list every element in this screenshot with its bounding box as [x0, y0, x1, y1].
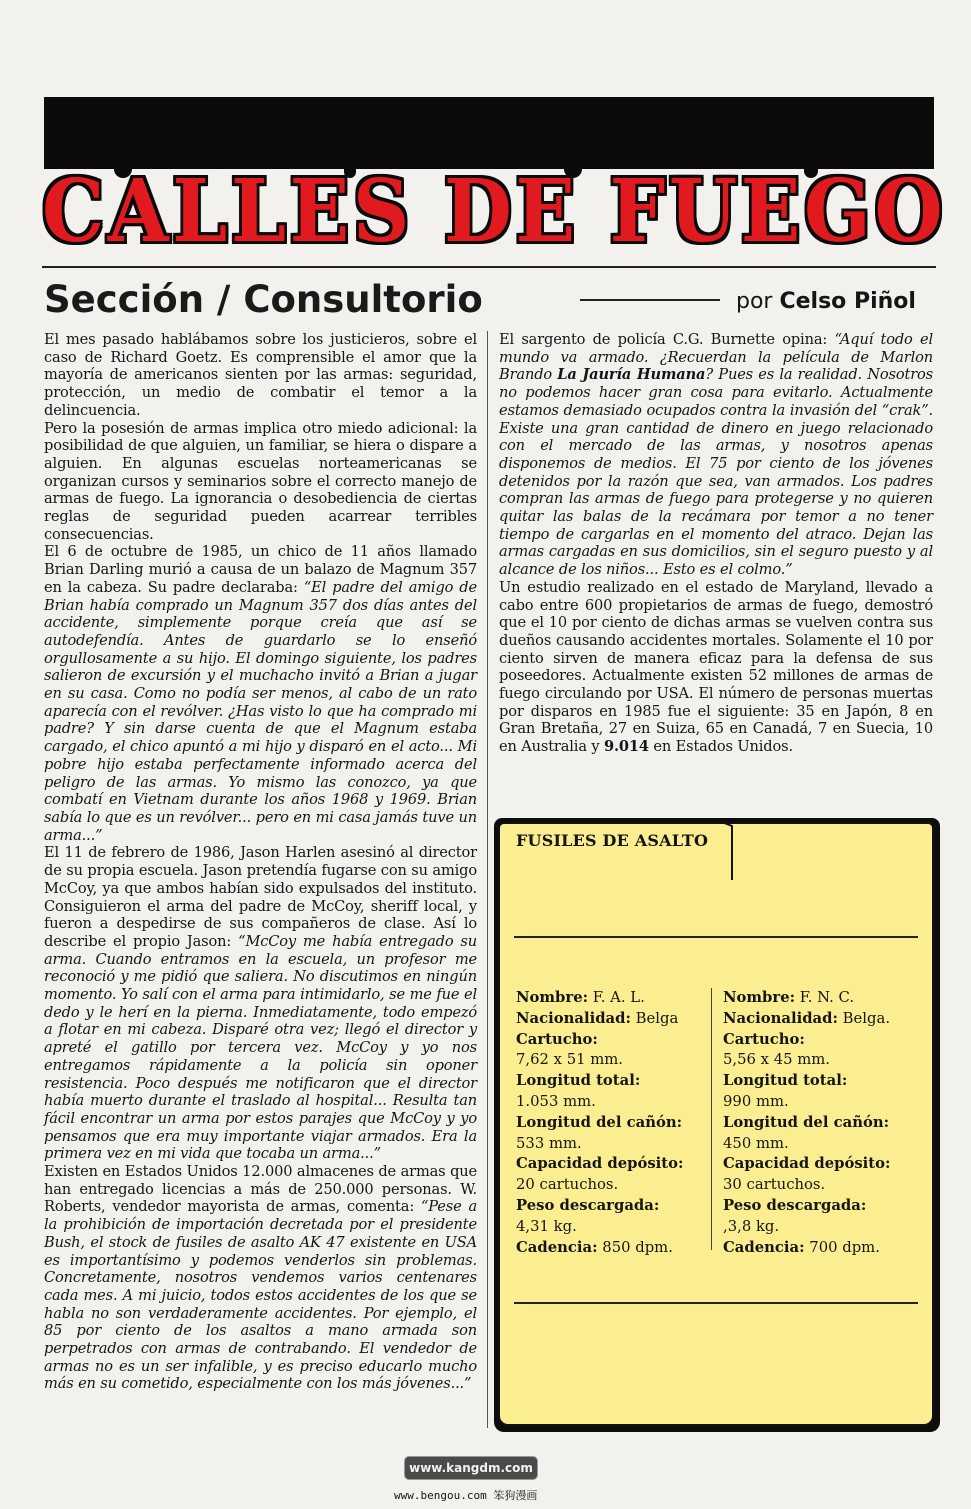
spec-label: Nacionalidad: — [516, 1009, 631, 1027]
spec-label: Capacidad depósito: — [516, 1155, 684, 1173]
paragraph-text: Un estudio realizado en el estado de Maryland, llevado a cabo entre 600 propietarios de armas de fuego, demostró que el 10 por ciento de dichas armas se vuelven contra sus dueños causando accidentes mortales. Solamente el 10 por ciento sirven de manera eficaz para la defensa de sus poseedores. Actualmente existen 52 millones de armas de fuego circulando por USA. El número de personas muertas por disparos en 1985 fue el siguiente: 35 en Japón, 8 en Gran Bretaña, 27 en Suiza, 65 en Canadá, 7 en Suecia, 10 en Australia y — [499, 578, 933, 756]
card-title: FUSILES DE ASALTO — [516, 831, 709, 850]
paragraph-text: en Estados Unidos. — [648, 738, 793, 756]
card-column-divider — [711, 988, 712, 1250]
title-rule — [42, 266, 936, 268]
byline-prefix: por — [736, 289, 773, 314]
spec-value: 700 dpm. — [804, 1238, 880, 1256]
spec-value: 5,56 x 45 mm. — [723, 1051, 830, 1069]
footer-url: www.bengou.com 笨狗漫画 — [394, 1489, 538, 1502]
spec-label: Longitud del cañón: — [723, 1113, 890, 1131]
spec-label: Nacionalidad: — [723, 1009, 838, 1027]
spec-label: Capacidad depósito: — [723, 1155, 891, 1173]
paragraph-text: El 11 de febrero de 1986, Jason Harlen asesinó al director de su propia escuela. Jason pretendía fugarse con su amigo McCoy, ya que ambos habían sido expulsados del instituto. Consiguieron el arma del padre de McCoy, sheriff local, y fueron a despedirse de sus compañeros de clase. Así lo describe el propio Jason: — [44, 844, 477, 950]
spec-label: Longitud total: — [516, 1072, 641, 1090]
highlight-number: 9.014 — [603, 738, 649, 756]
paragraph — [499, 579, 933, 756]
spec-value: ,3,8 kg. — [723, 1217, 780, 1235]
rifle-spec-fal — [516, 988, 716, 1258]
quote-text: “Pese a la prohibición de importación decretada por el presidente Bush, el stock de fusiles de asalto AK 47 existente en USA es importantísimo y podemos venderlos sin problemas. Concretamente, nosotros vendemos varios centenares cada mes. A mi juicio, todos estos accidentes de los que se habla no son verdaderamente accidentes. Por ejemplo, el 85 por ciento de los asaltos a mano armada son perpetrados con armas de contrabando. El vendedor de armas no es un ser infalible, y es preciso educarlo mucho más en su cometido, especialmente con los más jóvenes...” — [44, 1198, 477, 1393]
paragraph-text: El sargento de policía C.G. Burnette opina: — [499, 331, 835, 348]
spec-value: 533 mm. — [516, 1134, 582, 1152]
left-article-column — [44, 331, 477, 1393]
spec-value: 4,31 kg. — [516, 1217, 577, 1235]
rifle-spec-fnc — [723, 988, 923, 1258]
paragraph-text: El mes pasado hablábamos sobre los justicieros, sobre el caso de Richard Goetz. Es comprensible el amor que la mayoría de americanos sienten por las armas: seguridad, protección, un medio de combatir el temor a la delincuencia. — [44, 331, 477, 419]
paragraph — [44, 331, 477, 420]
spec-value: 990 mm. — [723, 1092, 789, 1110]
spec-label: Cadencia: — [516, 1238, 598, 1256]
header-black-band — [44, 97, 934, 169]
spec-label: Cartucho: — [516, 1030, 598, 1048]
spec-value: 1.053 mm. — [516, 1092, 596, 1110]
spec-label: Cartucho: — [723, 1030, 805, 1048]
column-divider — [487, 331, 488, 1428]
quote-text: “Aquí todo el mundo va armado. ¿Recuerdan la película de Marlon Brando — [499, 331, 933, 384]
spec-value: 30 cartuchos. — [723, 1176, 826, 1194]
paragraph — [499, 331, 933, 579]
spec-label: Nombre: — [723, 989, 796, 1006]
film-title: La Jauría Humana — [557, 366, 706, 384]
quote-text: “El padre del amigo de Brian había comprado un Magnum 357 dos días antes del accidente, simplemente porque creía que así se autodefendía. Antes de guardarlo se lo enseñó orgullosamente a su hijo. El domingo siguiente, los padres salieron de excursión y el muchacho invitó a Brian a jugar en su casa. Como no podía ser menos, al cabo de un rato aparecía con el revólver. ¿Has visto lo que ha comprado mi padre? Y sin darse cuenta de que el Magnum estaba cargado, el chico apuntó a mi hijo y disparó en el acto... Mi pobre hijo estaba perfectamente informado acerca del peligro de las armas. Yo mismo las conozco, ya que combatí en Vietnam durante los años 1968 y 1969. Brian sabía lo que es un revólver... pero en mi casa jamás tuve un arma...” — [44, 578, 477, 844]
spec-label: Longitud total: — [723, 1072, 848, 1090]
spec-value: 850 dpm. — [597, 1238, 673, 1256]
card-rule — [514, 1302, 918, 1304]
byline-rule — [580, 299, 720, 301]
author-name: Celso Piñol — [779, 289, 916, 314]
paragraph-text: Pero la posesión de armas implica otro miedo adicional: la posibilidad de que alguien, un familiar, se hiera o dispare a alguien. En algunas escuelas norteamericanas se organizan cursos y seminarios sobre el correcto manejo de armas de fuego. La ignorancia o desobediencia de ciertas reglas de seguridad pueden acarrear terribles consecuencias. — [44, 419, 477, 543]
quote-text: “McCoy me había entregado su arma. Cuando entramos en la escuela, un profesor me reconoció y me pidió que saliera. No discutimos en ningún momento. Yo salí con el arma para intimidarlo, se me fue el dedo y le herí en la pierna. Inmediatamente, todo empezó a flotar en mi cabeza. Disparé otra vez; llegó el director y apreté el gatillo por tercera vez. McCoy y yo nos entregamos rápidamente a la policía sin oponer resistencia. Poco después me notificaron que el director había muerto durante el traslado al hospital... Resulta tan fácil encontrar un arma por estos parajes que McCoy y yo pensamos que era muy importante viajar armados. Era la primera vez en mi vida que tocaba un arma...” — [44, 932, 477, 1163]
card-rule — [514, 936, 918, 938]
spec-value: 20 cartuchos. — [516, 1176, 619, 1194]
spec-value: Belga. — [837, 1009, 891, 1027]
spec-label: Longitud del cañón: — [516, 1113, 683, 1131]
spec-label: Peso descargada: — [516, 1196, 660, 1214]
paragraph — [44, 1163, 477, 1393]
spec-value: Belga — [630, 1009, 679, 1027]
spec-label: Nombre: — [516, 989, 589, 1006]
spec-label: Peso descargada: — [723, 1196, 867, 1214]
section-title: Sección / Consultorio — [44, 278, 483, 321]
spec-value: 450 mm. — [723, 1134, 789, 1152]
spec-value: 7,62 x 51 mm. — [516, 1051, 623, 1069]
paragraph — [44, 420, 477, 544]
watermark-badge: www.kangdm.com — [404, 1456, 538, 1480]
paragraph-text: El 6 de octubre de 1985, un chico de 11 años llamado Brian Darling murió a causa de un balazo de Magnum 357 en la cabeza. Su padre declaraba: — [44, 543, 477, 596]
paragraph-text: Existen en Estados Unidos 12.000 almacenes de armas que han entregado licencias a más de 250.000 personas. W. Roberts, vendedor mayorista de armas, comenta: — [44, 1163, 477, 1216]
right-article-column — [499, 331, 933, 756]
spec-label: Cadencia: — [723, 1238, 805, 1256]
page-title: CALLES DE FUEGO — [42, 161, 947, 262]
spec-value: F. A. L. — [588, 989, 645, 1006]
paragraph — [44, 844, 477, 1163]
quote-text: ? Pues es la realidad. Nosotros no podemos hacer gran cosa para evitarlo. Actualmente estamos demasiado ocupados contra la invasión del “crak”. Existe una gran cantidad de dinero en juego relacionado con el mercado de las armas, y nosotros apenas disponemos de medios. El 75 por ciento de los jóvenes detenidos por la razón que sea, van armados. Los padres compran las armas de fuego para protegerse y no quieren quitar las balas de la recámara por temor a no tener tiempo de cargarlas en el momento del atraco. Dejan las armas cargadas en sus domicilios, sin el seguro puesto y al alcance de los niños... Esto es el colmo.” — [499, 366, 933, 579]
card-tab-notch — [722, 822, 736, 882]
spec-value: F. N. C. — [795, 989, 855, 1006]
byline — [736, 285, 916, 319]
paragraph — [44, 543, 477, 844]
